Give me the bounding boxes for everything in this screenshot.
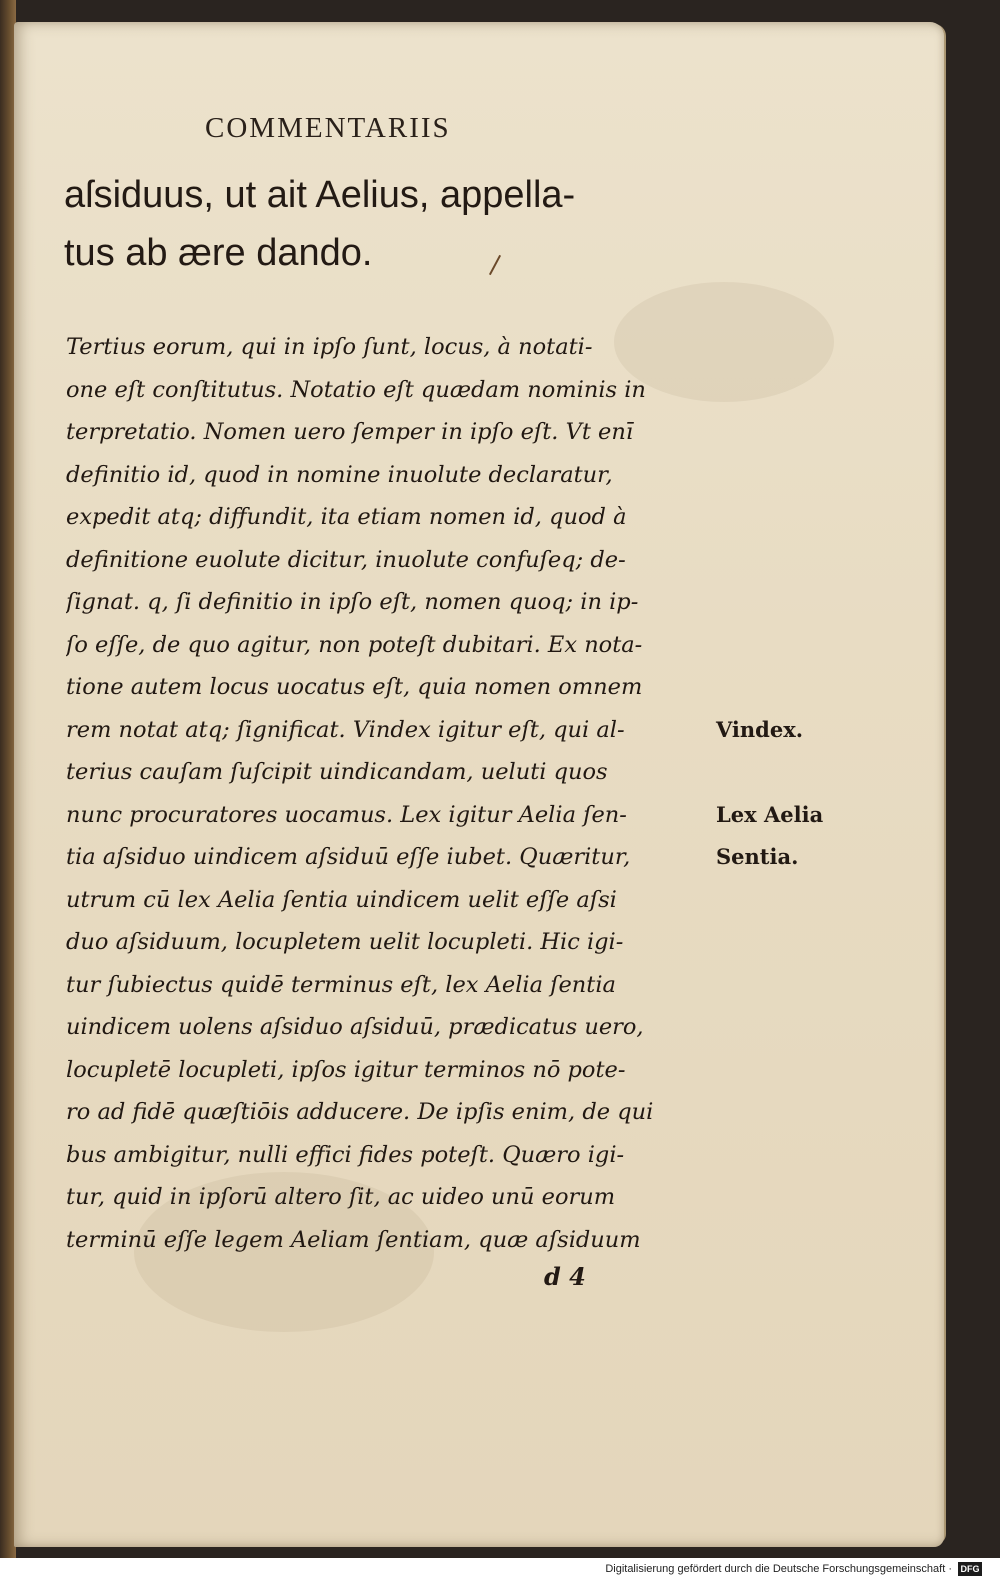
body-line: ſignat. q, ſi definitio in ipſo eſt, nomen quoq; in ip- [66,589,639,615]
dfg-logo-icon: DFG [958,1562,982,1576]
body-line: rem notat atq; ſignificat. Vindex igitur eſt, qui al- [66,716,625,743]
body-line: terpretatio. Nomen uero ſemper in ipſo eſt. Vt enī [66,419,634,445]
body-line: utrum cū lex Aelia ſentia uindicem uelit eſſe aſsi [66,886,617,913]
body-line: locupletē locupleti, ipſos igitur terminos nō pote- [66,1056,626,1083]
body-line: expedit atq; diffundit, ita etiam nomen id, quod à [66,504,627,530]
running-head: COMMENTARIIS [205,112,451,144]
body-line: bus ambigitur, nulli effici fides poteſt. Quæro igi- [66,1141,625,1168]
body-line: tione autem locus uocatus eſt, quia nomen omnem [66,674,643,700]
body-text [66,326,706,1261]
body-line: ro ad fidē quæſtiōis adducere. De ipſis enim, de qui [66,1099,654,1125]
body-line: uindicem uolens aſsiduo aſsiduū, prædicatus uero, [66,1014,644,1040]
body-line: definitio id, quod in nomine inuolute declaratur, [66,461,613,488]
body-line: tia aſsiduo uindicem aſsiduū eſſe iubet. Quæritur, [66,844,631,870]
signature-mark: d 4 [544,1262,586,1291]
body-line: one eſt conſtitutus. Notatio eſt quædam nominis in [66,376,646,403]
marginal-note-vindex: Vindex. [716,717,804,742]
marginal-note-sentia: Sentia. [716,844,799,869]
body-line: nunc procuratores uocamus. Lex igitur Aelia ſen- [66,801,627,828]
body-line: tur, quid in ipſorū altero ſit, ac uideo unū eorum [66,1184,616,1210]
body-line: Tertius eorum, qui in ipſo ſunt, locus, à notati- [66,334,593,360]
body-line: terminū eſſe legem Aeliam ſentiam, quæ aſsiduum [66,1226,641,1253]
body-line: terius cauſam ſuſcipit uindicandam, ueluti quos [66,759,608,785]
intro-line: tus ab ære dando. [64,232,373,274]
marginal-note-lex-aelia: Lex Aelia [716,802,824,827]
intro-text [64,166,684,282]
body-line: tur ſubiectus quidē terminus eſt, lex Aelia ſentia [66,971,616,998]
body-line: definitione euolute dicitur, inuolute confuſeq; de- [66,546,626,573]
intro-line: aſsiduus, ut ait Aelius, appella- [64,174,576,216]
body-line: duo aſsiduum, locupletem uelit locupleti. Hic igi- [66,929,624,955]
body-line: ſo eſſe, de quo agitur, non poteſt dubitari. Ex nota- [66,631,643,658]
footer-credit: Digitalisierung gefördert durch die Deutsche Forschungsgemeinschaft · [605,1563,952,1575]
